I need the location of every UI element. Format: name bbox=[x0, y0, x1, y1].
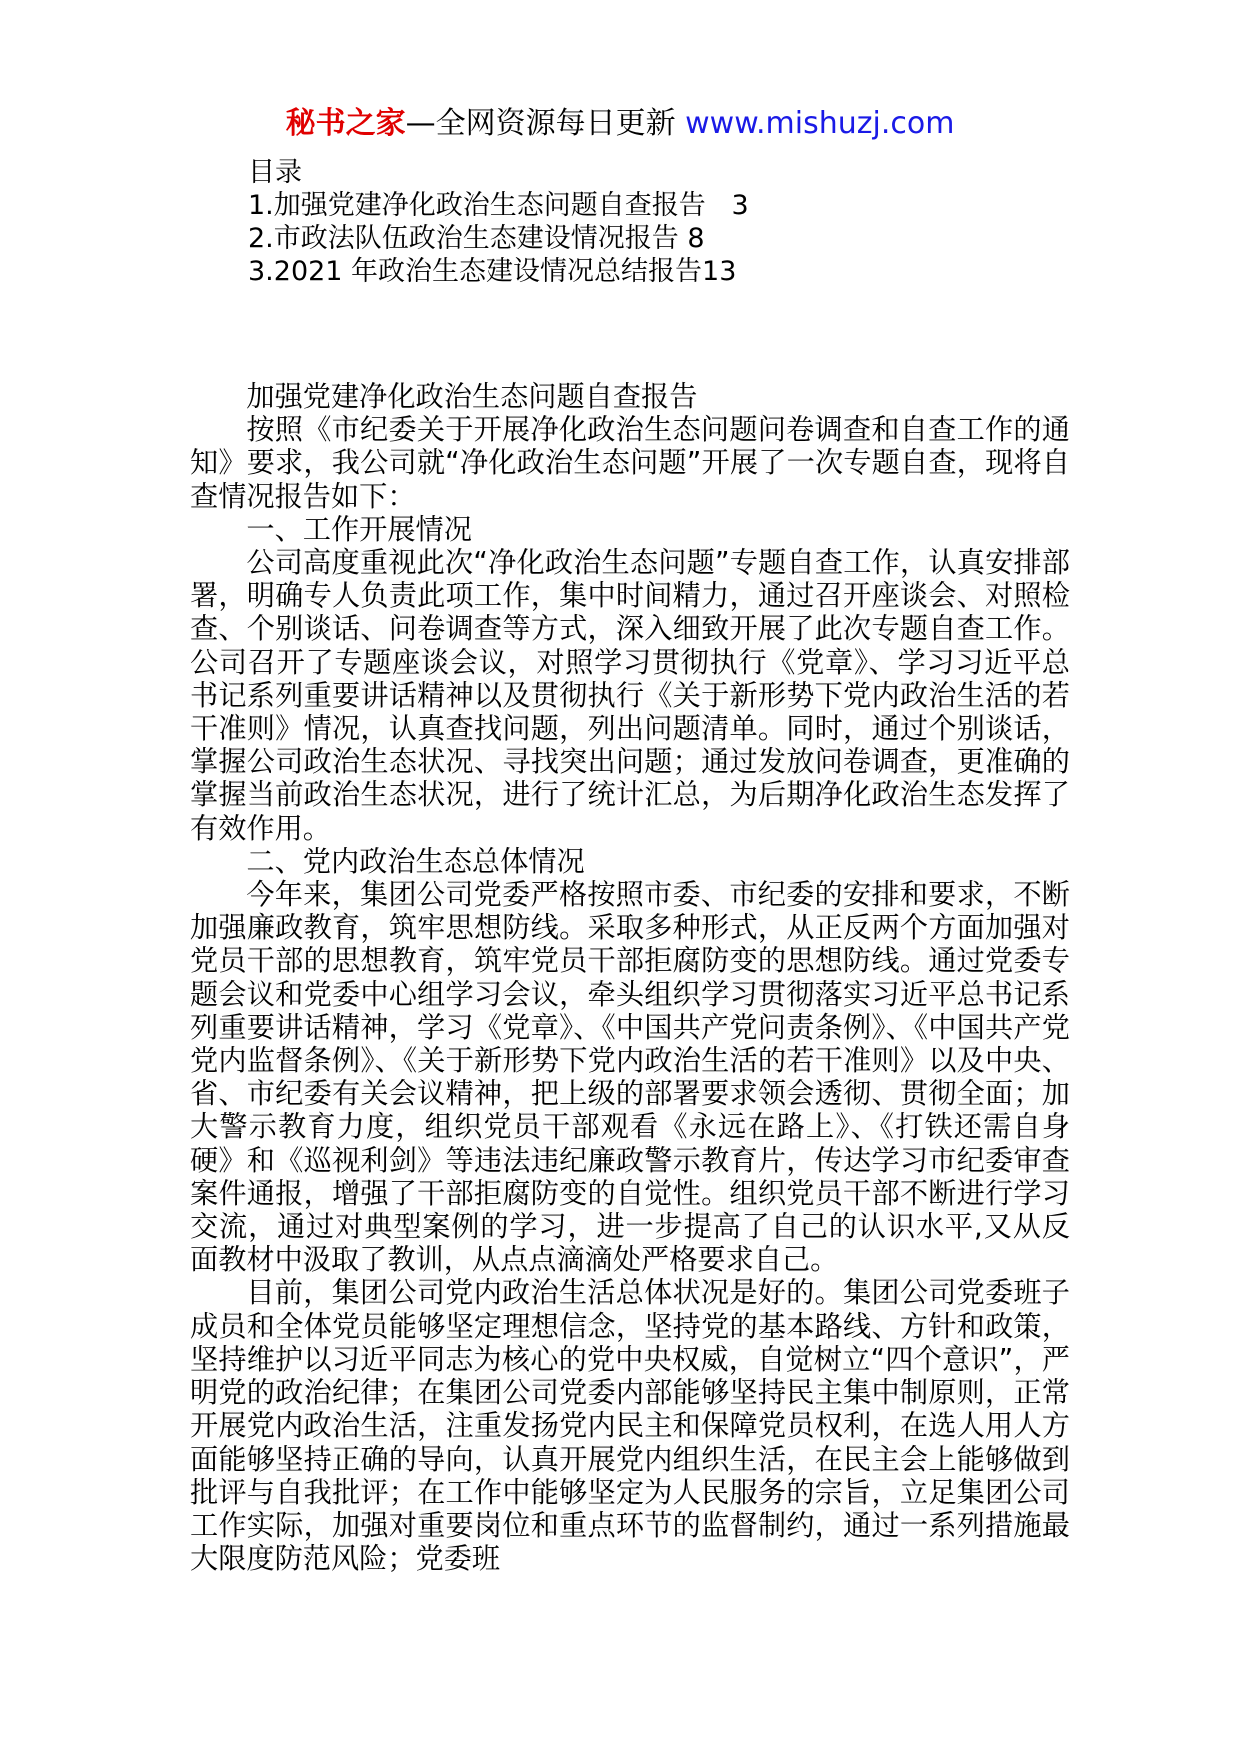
brand-name: 秘书之家 bbox=[285, 106, 406, 141]
toc-item[interactable]: 3.2021 年政治生态建设情况总结报告13 bbox=[248, 256, 737, 287]
paragraph: 目前，集团公司党内政治生活总体状况是好的。集团公司党委班子成员和全体党员能够坚定理想信念，坚持党的基本路线、方针和政策，坚持维护以习近平同志为核心的党中央权威，自觉树立“四个意识”，严明党的政治纪律；在集团公司党委内部能够坚持民主集中制原则，正常开展党内政治生活，注重发扬党内民主和保障党员权利，在选人用人方面能够坚持正确的导向，认真开展党内组织生活，在民主会上能够做到批评与自我批评；在工作中能够坚定为人民服务的宗旨，立足集团公司工作实际，加强对重要岗位和重点环节的监督制约，通过一系列措施最大限度防范风险；党委班 bbox=[190, 1276, 1070, 1576]
site-url-link[interactable]: www.mishuzj.com bbox=[685, 106, 955, 141]
paragraph: 今年来，集团公司党委严格按照市委、市纪委的安排和要求，不断加强廉政教育，筑牢思想防线。采取多种形式，从正反两个方面加强对党员干部的思想教育，筑牢党员干部拒腐防变的思想防线。通过党委专题会议和党委中心组学习会议，牵头组织学习贯彻落实习近平总书记系列重要讲话精神，学习《党章》、《中国共产党问责条例》、《中国共产党党内监督条例》、《关于新形势下党内政治生活的若干准则》以及中央、省、市纪委有关会议精神，把上级的部署要求领会透彻、贯彻全面；加大警示教育力度，组织党员干部观看《永远在路上》、《打铁还需自身硬》和《巡视利剑》等违法违纪廉政警示教育片，传达学习市纪委审查案件通报，增强了干部拒腐防变的自觉性。组织党员干部不断进行学习交流，通过对典型案例的学习，进一步提高了自己的认识水平,又从反面教材中汲取了教训，从点点滴滴处严格要求自己。 bbox=[190, 878, 1070, 1277]
section-heading-2: 二、党内政治生态总体情况 bbox=[246, 844, 585, 878]
toc-item[interactable]: 1.加强党建净化政治生态问题自查报告 3 bbox=[248, 190, 749, 221]
section-heading-1: 一、工作开展情况 bbox=[246, 512, 472, 546]
document-title: 加强党建净化政治生态问题自查报告 bbox=[246, 380, 698, 413]
paragraph-intro: 按照《市纪委关于开展净化政治生态问题问卷调查和自查工作的通知》要求，我公司就“净化政治生态问题”开展了一次专题自查，现将自查情况报告如下： bbox=[190, 413, 1070, 513]
toc-title: 目录 bbox=[248, 157, 302, 188]
toc-item[interactable]: 2.市政法队伍政治生态建设情况报告 8 bbox=[248, 223, 705, 254]
table-of-contents bbox=[248, 156, 1068, 288]
document-body bbox=[190, 380, 1070, 1575]
site-header-banner bbox=[0, 104, 1240, 144]
paragraph: 公司高度重视此次“净化政治生态问题”专题自查工作，认真安排部署，明确专人负责此项工作，集中时间精力，通过召开座谈会、对照检查、个别谈话、问卷调查等方式，深入细致开展了此次专题自查工作。公司召开了专题座谈会议，对照学习贯彻执行《党章》、学习习近平总书记系列重要讲话精神以及贯彻执行《关于新形势下党内政治生活的若干准则》情况，认真查找问题，列出问题清单。同时，通过个别谈话，掌握公司政治生态状况、寻找突出问题；通过发放问卷调查，更准确的掌握当前政治生态状况，进行了统计汇总，为后期净化政治生态发挥了有效作用。 bbox=[190, 546, 1070, 845]
brand-tagline: —全网资源每日更新 bbox=[405, 106, 676, 141]
